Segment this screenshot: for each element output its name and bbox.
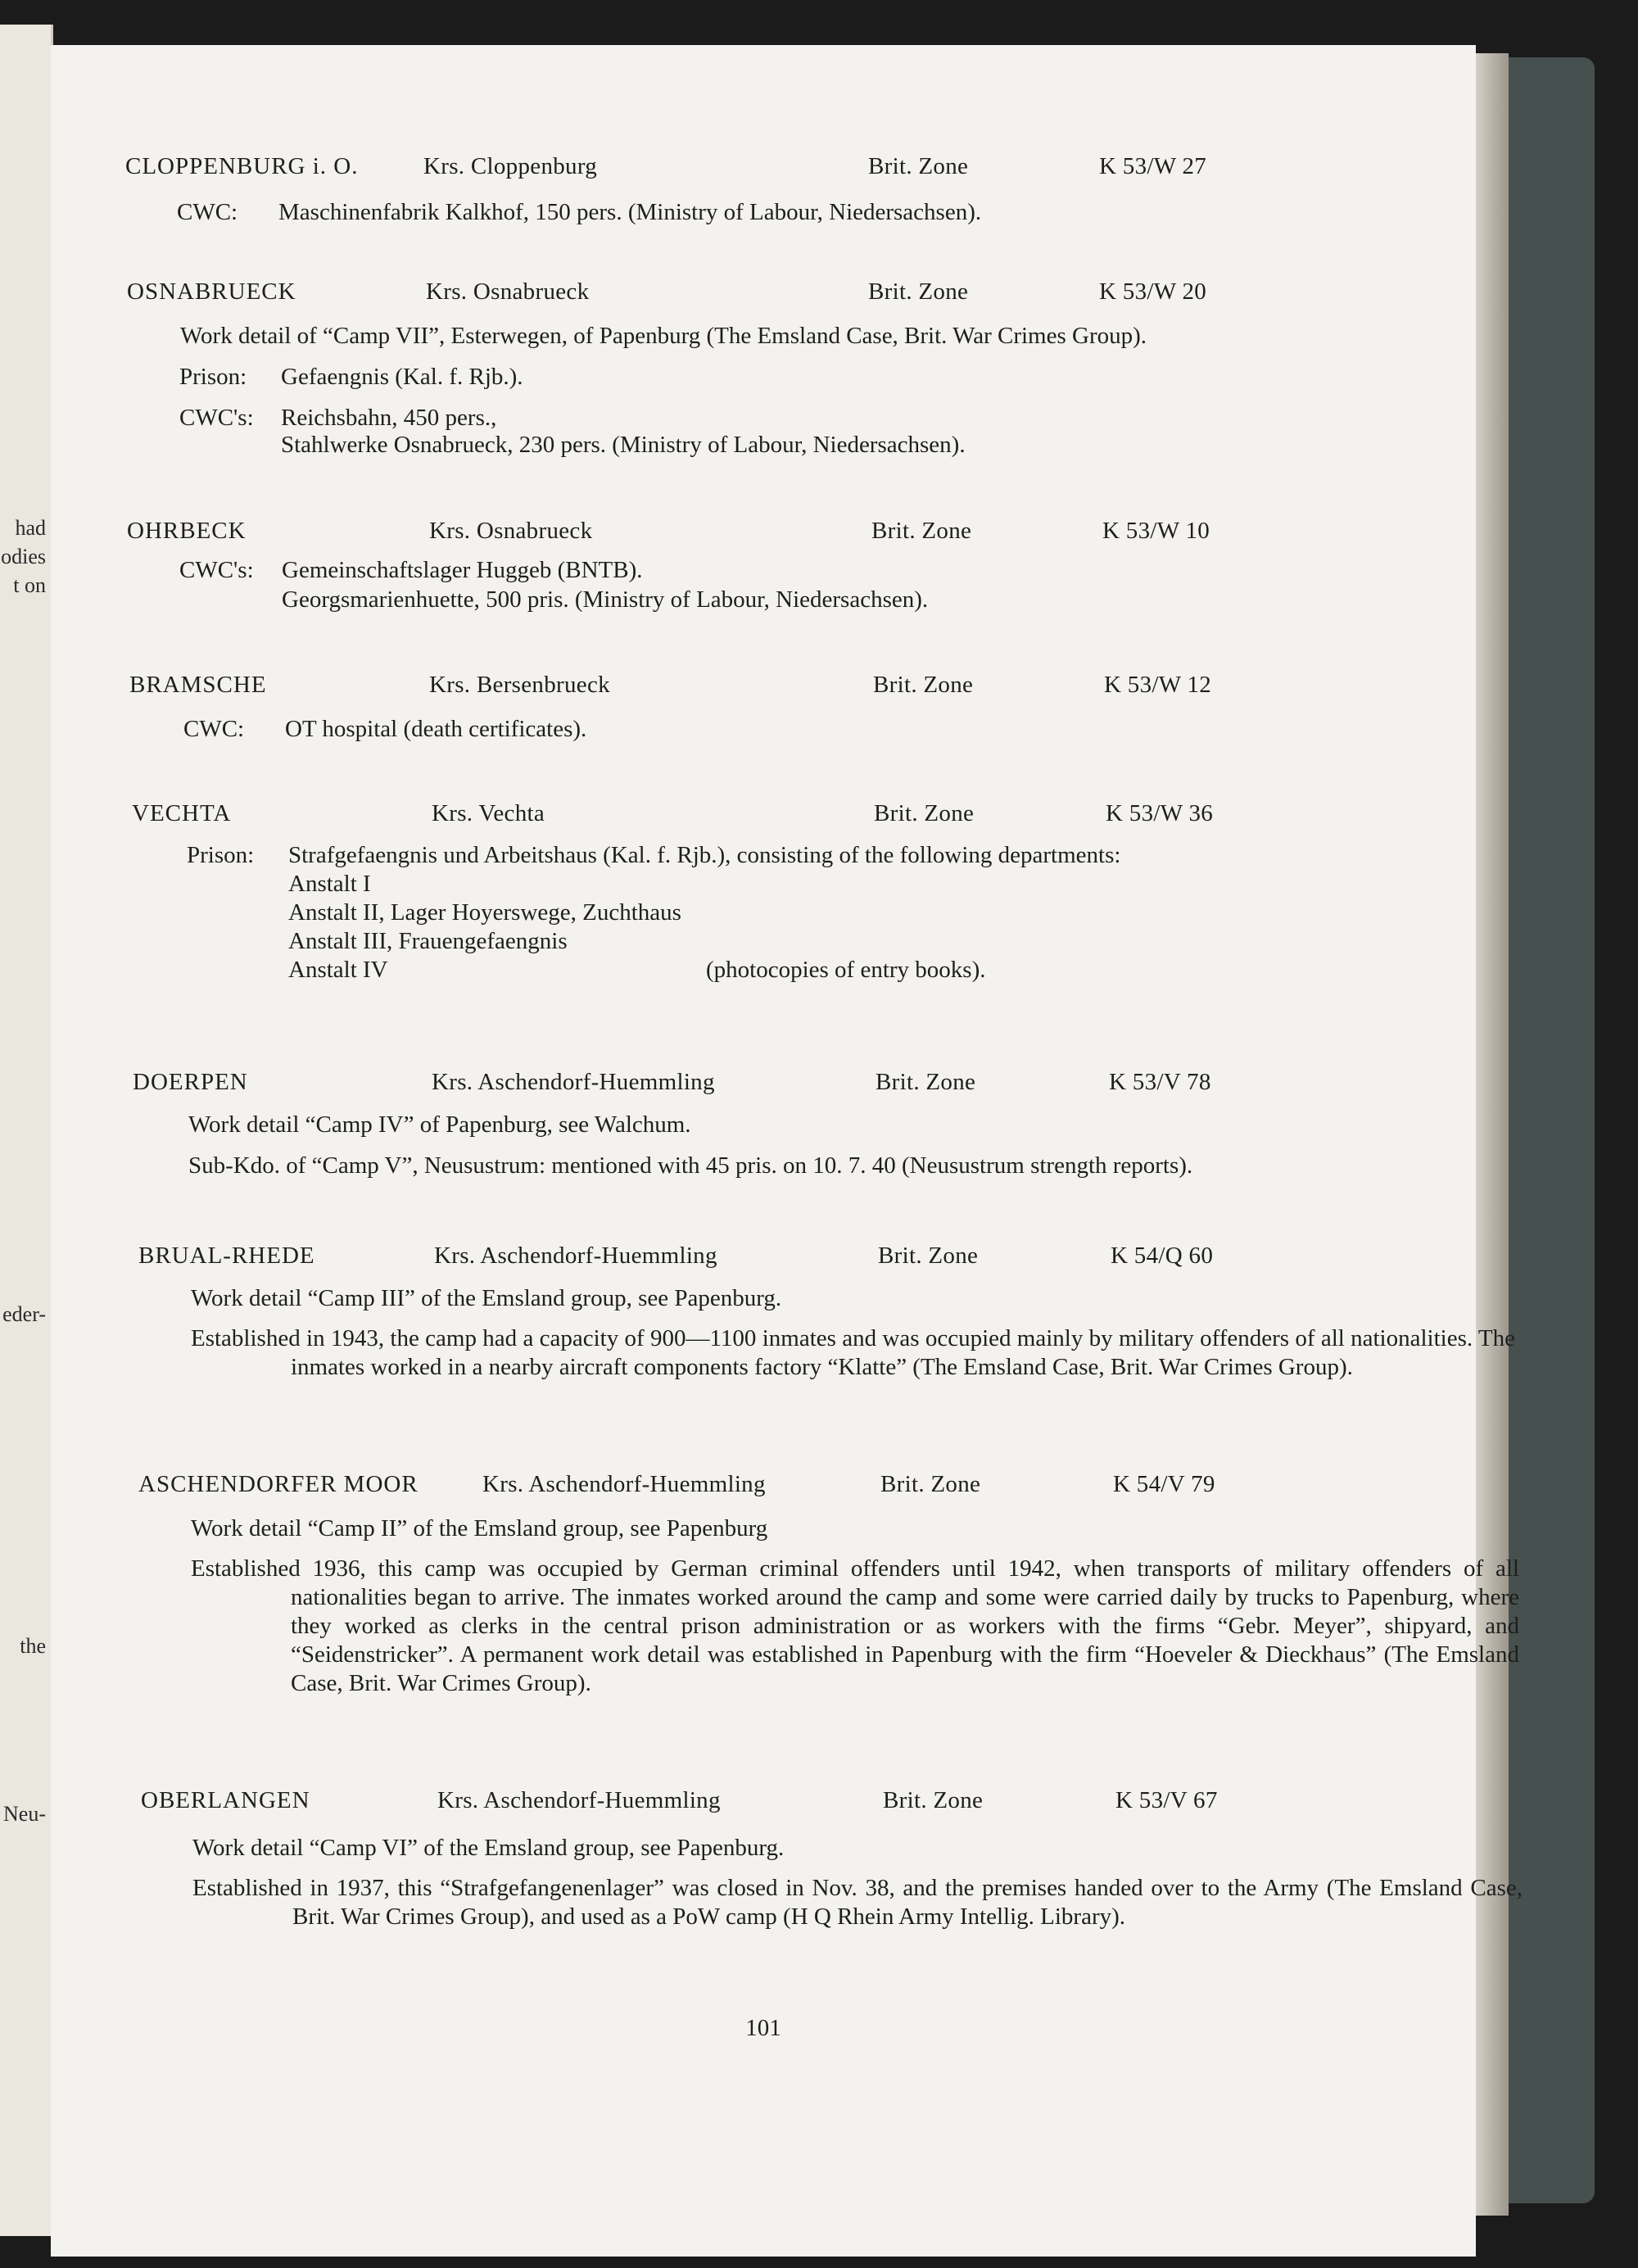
prev-page-fragment: the [20,1634,46,1658]
row-label: CWC: [183,716,245,742]
entry-doerpen [51,1069,1476,1180]
book-page [51,45,1523,2257]
map-ref: K 53/W 12 [1104,672,1212,698]
map-ref: K 53/V 67 [1115,1787,1218,1813]
district: Krs. Aschendorf-Huemmling [432,1069,715,1095]
department: Anstalt II, Lager Hoyerswege, Zuchthaus [288,899,681,926]
district: Krs. Aschendorf-Huemmling [482,1471,766,1497]
map-ref: K 54/Q 60 [1111,1243,1214,1269]
zone: Brit. Zone [878,1243,979,1269]
row-label: CWC: [177,199,238,225]
previous-page-edge [0,25,53,2236]
paragraph: Established in 1943, the camp had a capacity of 900—1100 inmates and was occupied mainly by military offenders of all nationalities. The inmates worked in a nearby aircraft components factory “Klatte” (The Emsland Case, Brit. War Crimes Group). [191,1325,1515,1380]
row-label: Prison: [179,364,247,390]
map-ref: K 53/W 10 [1102,518,1210,544]
zone: Brit. Zone [868,278,969,305]
map-ref: K 53/W 27 [1099,153,1207,179]
entry-bramsche [51,672,1476,744]
place-name: DOERPEN [133,1069,248,1095]
row-text: Gefaengnis (Kal. f. Rjb.). [281,364,523,390]
paragraph: Work detail “Camp II” of the Emsland group, see Papenburg [191,1515,768,1541]
place-name: ASCHENDORFER MOOR [138,1471,419,1497]
intro-text: Work detail of “Camp VII”, Esterwegen, of Papenburg (The Emsland Case, Brit. War Crimes Group). [180,323,1147,349]
prev-page-fragment: had [15,516,46,540]
place-name: BRAMSCHE [129,672,267,698]
place-name: BRUAL-RHEDE [138,1243,315,1269]
district: Krs. Osnabrueck [426,278,590,305]
prev-page-fragment: odies [1,545,46,568]
entry-osnabrueck [51,278,1476,457]
entry-vechta [51,800,1476,985]
zone: Brit. Zone [874,800,975,826]
note: (photocopies of entry books). [706,957,986,983]
entry-ohrbeck [51,518,1476,614]
entry-cloppenburg [51,153,1476,227]
map-ref: K 53/W 20 [1099,278,1207,305]
paragraph: Established 1936, this camp was occupied by German criminal offenders until 1942, when transports of military offenders of all nationalities began to arrive. The inmates worked around the camp and some were carried daily by trucks to Papenburg, where they worked as clerks in the central prison administration or as workers with the firms “Gebr. Meyer”, shipyard, and “Seidenstricker”. A permanent work detail was established in Papenburg with the firm “Hoeveler & Dieckhaus” (The Emsland Case, Brit. War Crimes Group). [191,1555,1519,1696]
zone: Brit. Zone [880,1471,981,1497]
row-text: Maschinenfabrik Kalkhof, 150 pers. (Ministry of Labour, Niedersachsen). [278,199,982,225]
paragraph: Work detail “Camp III” of the Emsland group, see Papenburg. [191,1285,782,1311]
row-text: Gemeinschaftslager Huggeb (BNTB). [282,557,643,583]
place-name: OSNABRUECK [127,278,296,305]
department: Anstalt III, Frauengefaengnis [288,928,568,954]
page-number: 101 [745,2015,781,2041]
district: Krs. Vechta [432,800,545,826]
row-text-continued: Georgsmarienhuette, 500 pris. (Ministry of Labour, Niedersachsen). [282,586,929,613]
zone: Brit. Zone [873,672,974,698]
district: Krs. Osnabrueck [429,518,593,544]
paragraph: Established in 1937, this “Strafgefangenenlager” was closed in Nov. 38, and the premises handed over to the Army (The Emsland Case, Brit. War Crimes Group), and used as a PoW camp (H Q Rhein Army Intellig. Library). [192,1875,1523,1930]
district: Krs. Bersenbrueck [429,672,610,698]
row-label: CWC's: [179,405,254,431]
place-name: VECHTA [132,800,232,826]
paragraph: Sub-Kdo. of “Camp V”, Neusustrum: mentioned with 45 pris. on 10. 7. 40 (Neusustrum strength reports). [188,1152,1193,1179]
prev-page-fragment: eder- [2,1302,46,1326]
map-ref: K 53/V 78 [1109,1069,1211,1095]
place-name: OBERLANGEN [141,1787,310,1813]
row-label: CWC's: [179,557,254,583]
entry-brual-rhede [51,1243,1515,1382]
prev-page-fragment: t on [13,573,46,597]
paragraph: Work detail “Camp VI” of the Emsland group, see Papenburg. [192,1835,785,1861]
department: Anstalt IV [288,957,388,983]
zone: Brit. Zone [876,1069,976,1095]
row-text-continued: Stahlwerke Osnabrueck, 230 pers. (Ministry of Labour, Niedersachsen). [281,432,966,458]
row-label: Prison: [187,842,255,868]
zone: Brit. Zone [868,153,969,179]
district: Krs. Aschendorf-Huemmling [437,1787,721,1813]
row-text: OT hospital (death certificates). [285,716,587,742]
map-ref: K 54/V 79 [1113,1471,1215,1497]
place-name: CLOPPENBURG i. O. [125,153,359,179]
district: Krs. Cloppenburg [423,153,598,179]
paragraph: Work detail “Camp IV” of Papenburg, see Walchum. [188,1111,691,1138]
zone: Brit. Zone [871,518,972,544]
place-name: OHRBECK [127,518,247,544]
prev-page-fragment: Neu- [3,1802,46,1826]
zone: Brit. Zone [883,1787,984,1813]
entry-aschendorfer-moor [51,1471,1519,1698]
row-text: Strafgefaengnis und Arbeitshaus (Kal. f. Rjb.), consisting of the following departments: [288,842,1121,868]
district: Krs. Aschendorf-Huemmling [434,1243,717,1269]
entry-oberlangen [51,1787,1523,1931]
department: Anstalt I [288,871,371,897]
row-text: Reichsbahn, 450 pers., [281,405,497,431]
map-ref: K 53/W 36 [1106,800,1214,826]
